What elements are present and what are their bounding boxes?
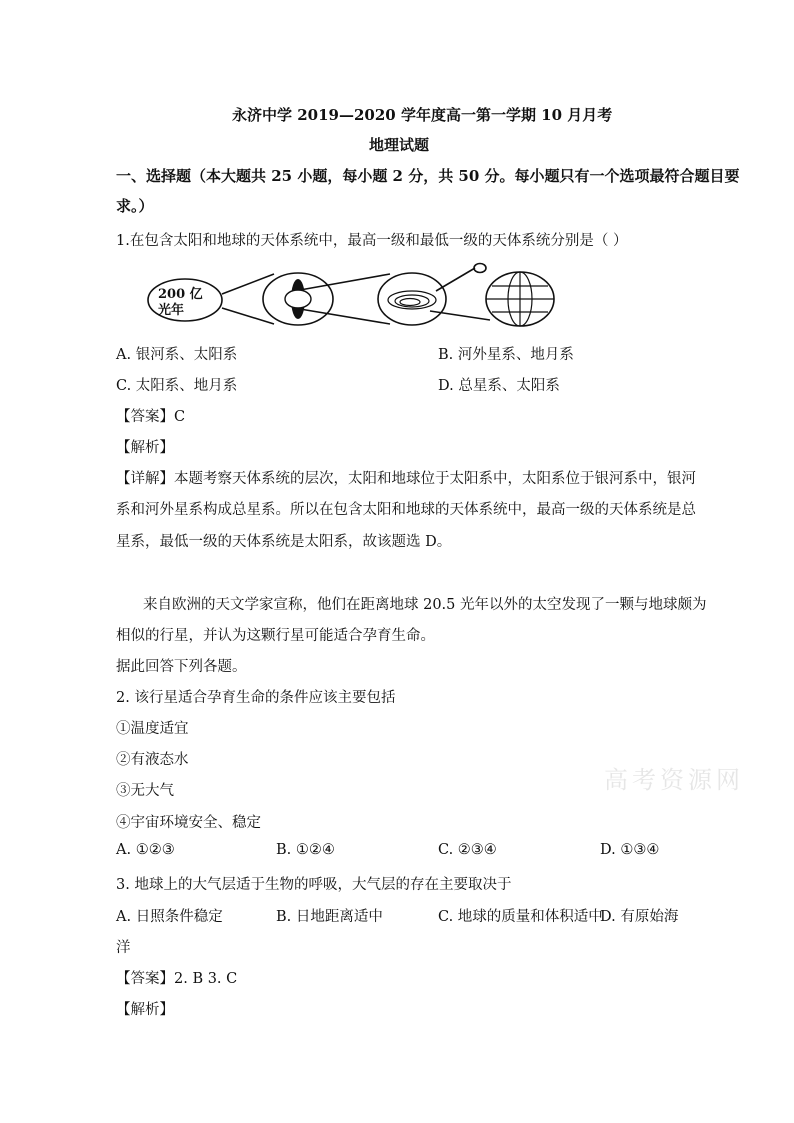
q3-option-b: B. 日地距离适中: [276, 909, 383, 925]
q1-option-a: A. 银河系、太阳系: [116, 347, 238, 363]
q23-analysis-label: 【解析】: [116, 1002, 174, 1018]
passage-line1: 来自欧洲的天文学家宣称，他们在距离地球 20.5 光年以外的太空发现了一颗与地球颇为: [143, 597, 707, 613]
q2-option-d: D. ①③④: [600, 842, 660, 858]
q2-stem: 2. 该行星适合孕育生命的条件应该主要包括: [116, 690, 396, 706]
q2-item-4: ④宇宙环境安全、稳定: [116, 815, 261, 831]
q1-option-d: D. 总星系、太阳系: [438, 378, 560, 394]
q1-option-c: C. 太阳系、地月系: [116, 378, 238, 394]
section-heading-line2: 求。）: [116, 197, 154, 215]
figure-label-line2: 光年: [158, 303, 185, 318]
q2-option-c: C. ②③④: [438, 842, 497, 858]
q3-option-a: A. 日照条件稳定: [116, 909, 223, 925]
figure-label-line1: 200 亿: [158, 287, 203, 302]
q3-stem: 3. 地球上的大气层适于生物的呼吸，大气层的存在主要取决于: [116, 877, 512, 893]
q1-answer: 【答案】C: [116, 409, 186, 425]
q1-detail-line1: 【详解】本题考察天体系统的层次，太阳和地球位于太阳系中，太阳系位于银河系中，银河: [116, 471, 696, 487]
q1-option-b: B. 河外星系、地月系: [438, 347, 574, 363]
passage-line3: 据此回答下列各题。: [116, 659, 247, 675]
q1-detail-line2: 系和河外星系构成总星系。所以在包含太阳和地球的天体系统中，最高一级的天体系统是总: [116, 502, 696, 518]
q1-detail-line3: 星系，最低一级的天体系统是太阳系，故该题选 D。: [116, 534, 452, 550]
q1-stem: 1.在包含太阳和地球的天体系统中，最高一级和最低一级的天体系统分别是（ ）: [116, 233, 628, 249]
q2-item-3: ③无大气: [116, 783, 174, 799]
page-title: 永济中学 2019—2020 学年度高一第一学期 10 月月考: [232, 106, 613, 124]
passage-line2: 相似的行星，并认为这颗行星可能适合孕育生命。: [116, 628, 435, 644]
q2-option-a: A. ①②③: [116, 842, 175, 858]
section-heading-line1: 一、选择题（本大题共 25 小题，每小题 2 分，共 50 分。每小题只有一个选项最符合题目要: [116, 167, 740, 185]
q2-option-b: B. ①②④: [276, 842, 335, 858]
q23-answer: 【答案】2. B 3. C: [116, 971, 238, 987]
q2-item-1: ①温度适宜: [116, 721, 189, 737]
q3-option-d-continuation: 洋: [116, 940, 131, 956]
q1-analysis-label: 【解析】: [116, 440, 174, 456]
watermark: 高考资源网: [604, 766, 744, 794]
q3-option-c: C. 地球的质量和体积适中: [438, 909, 603, 925]
page-subtitle: 地理试题: [369, 136, 430, 154]
q2-item-2: ②有液态水: [116, 752, 189, 768]
q3-option-d: D. 有原始海: [600, 909, 679, 925]
celestial-hierarchy-figure: [140, 256, 570, 336]
moon-icon: [474, 264, 486, 273]
